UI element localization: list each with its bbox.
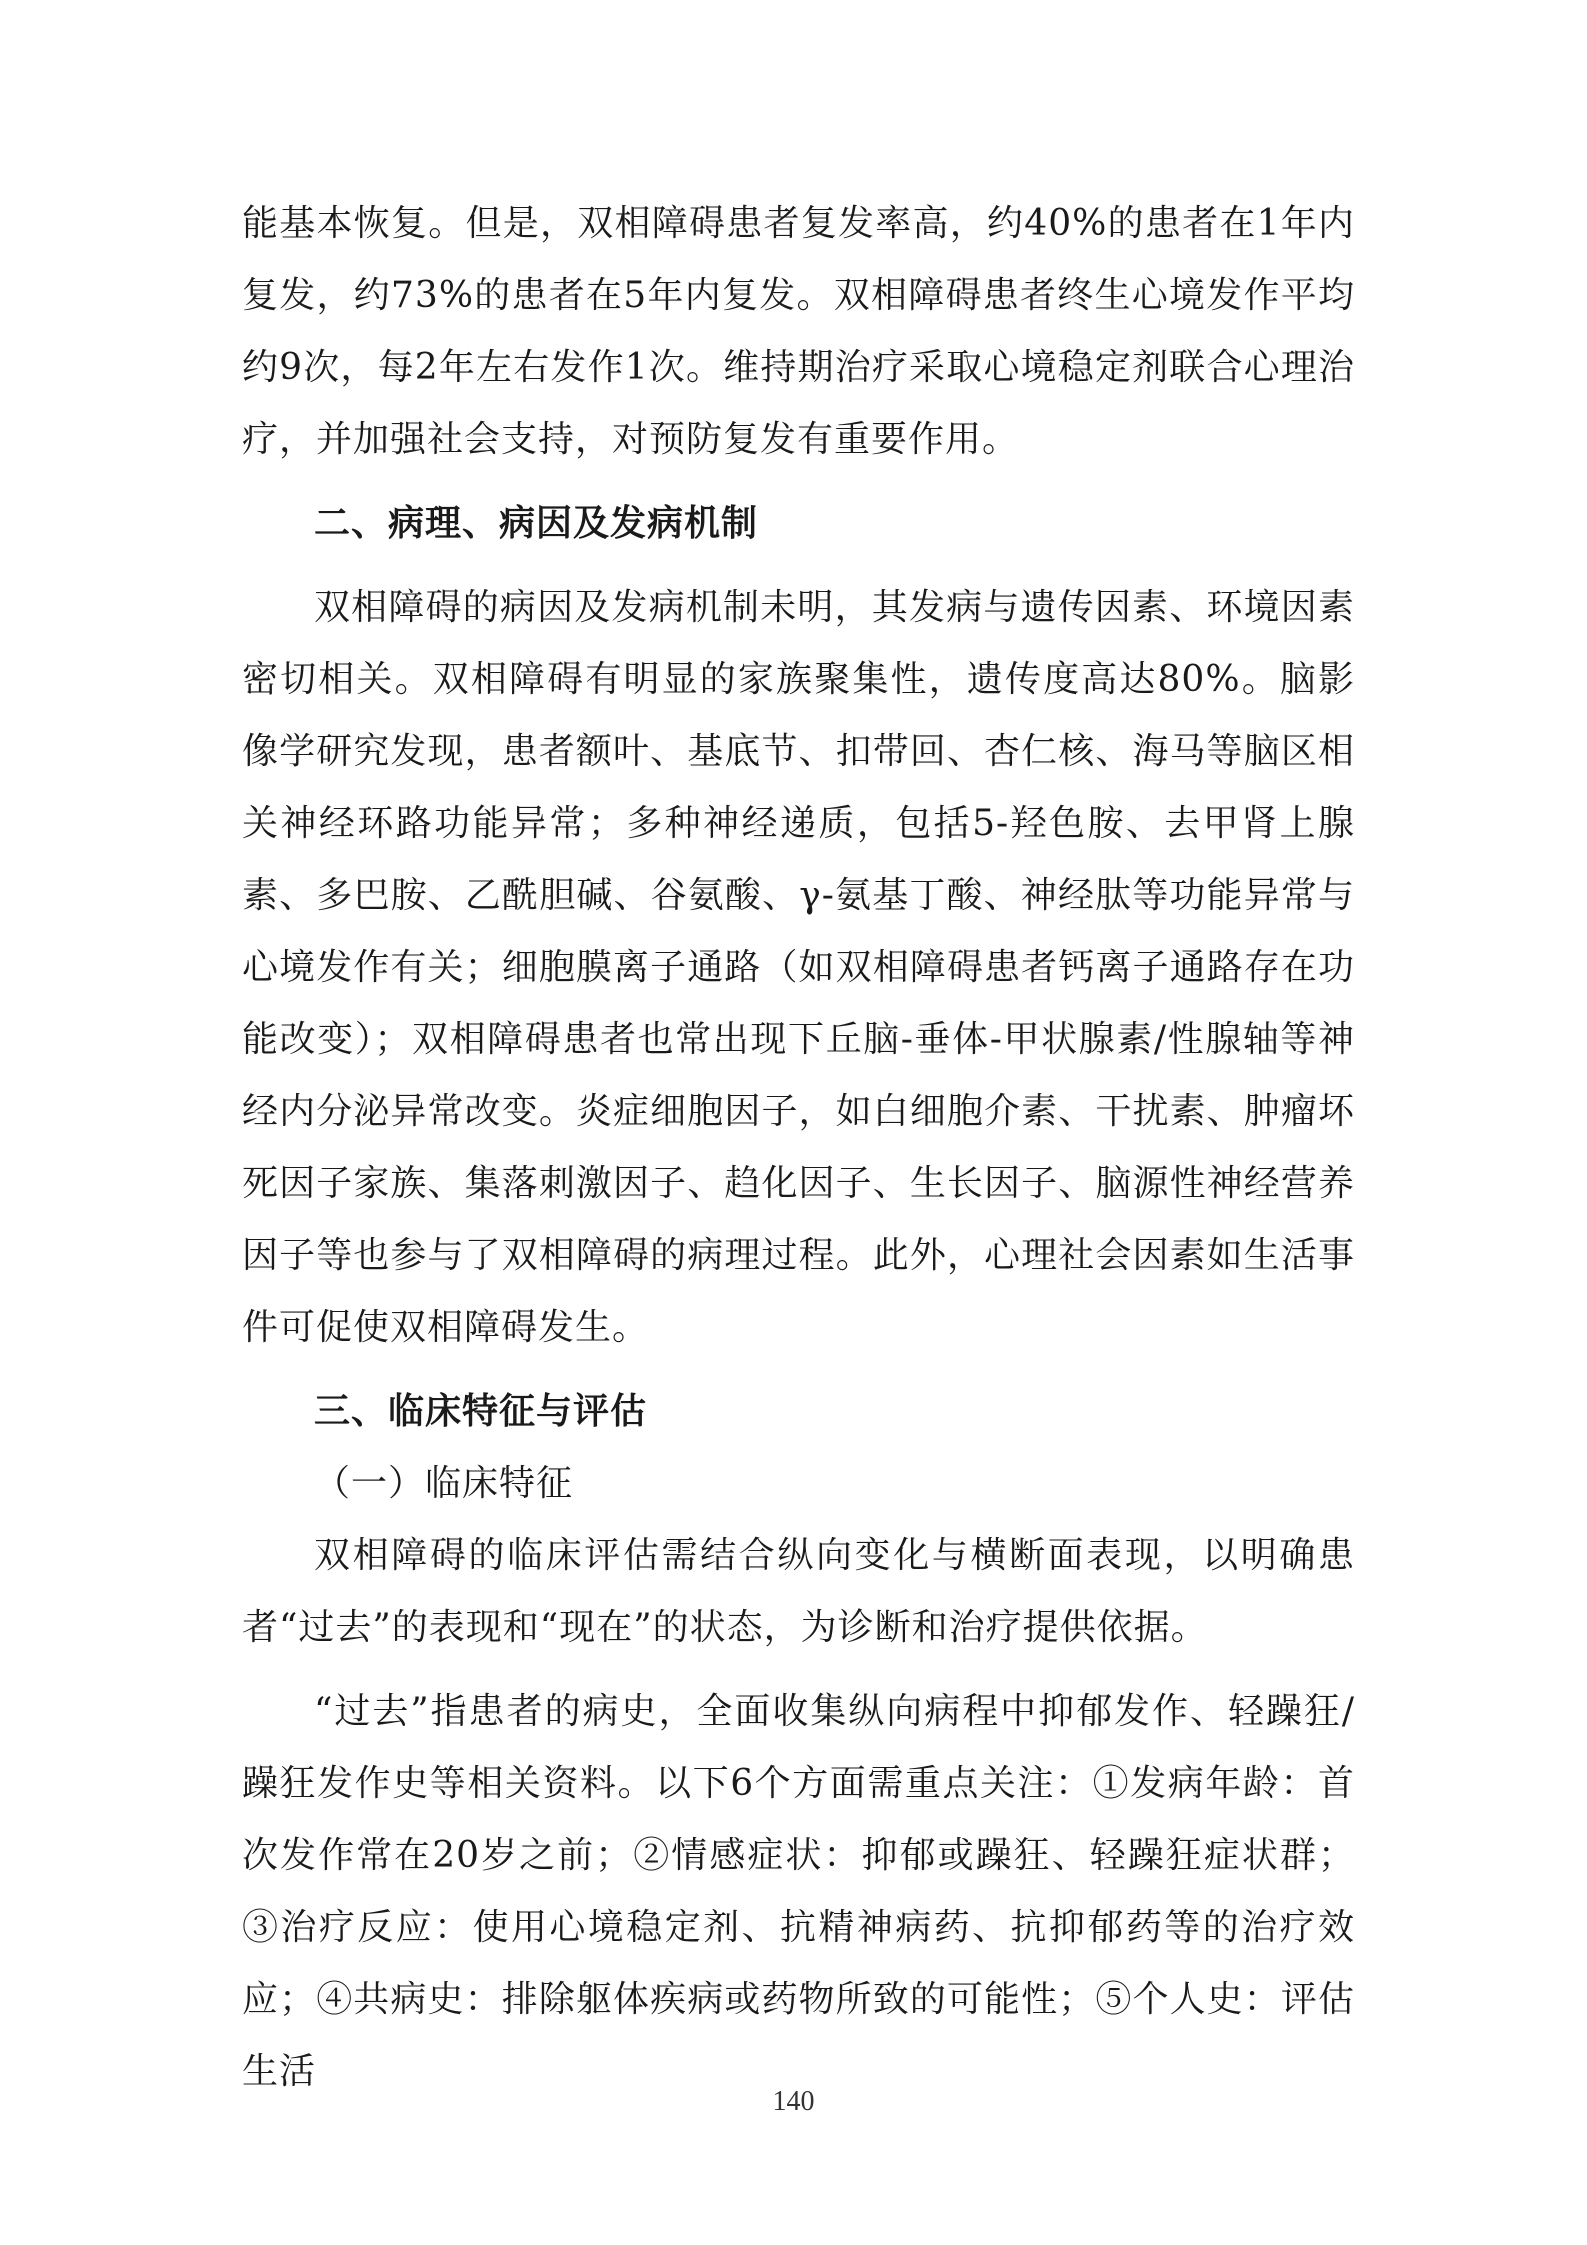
section-heading-3: 三、临床特征与评估 bbox=[314, 1391, 648, 1432]
page-body bbox=[242, 188, 1355, 2108]
spacer bbox=[242, 476, 1355, 488]
paragraph-etiology: 双相障碍的病因及发病机制未明，其发病与遗传因素、环境因素密切相关。双相障碍有明显的家族聚集性，遗传度高达80%。脑影像学研究发现，患者额叶、基底节、扣带回、杏仁核、海马等脑区相关神经环路功能异常；多种神经递质，包括5-羟色胺、去甲肾上腺素、多巴胺、乙酰胆碱、谷氨酸、γ-氨基丁酸、神经肽等功能异常与心境发作有关；细胞膜离子通路（如双相障碍患者钙离子通路存在功能改变）；双相障碍患者也常出现下丘脑-垂体-甲状腺素/性腺轴等神经内分泌异常改变。炎症细胞因子，如白细胞介素、干扰素、肿瘤坏死因子家族、集落刺激因子、趋化因子、生长因子、脑源性神经营养因子等也参与了双相障碍的病理过程。此外，心理社会因素如生活事件可促使双相障碍发生。 bbox=[242, 587, 1355, 1348]
spacer bbox=[242, 560, 1355, 572]
subsection-heading-clinical-features: （一）临床特征 bbox=[314, 1463, 574, 1504]
paragraph-history: “过去”指患者的病史，全面收集纵向病程中抑郁发作、轻躁狂/躁狂发作史等相关资料。以下6个方面需重点关注：①发病年龄：首次发作常在20岁之前；②情感症状：抑郁或躁狂、轻躁狂症状群；③治疗反应：使用心境稳定剂、抗精神病药、抗抑郁药等的治疗效应；④共病史：排除躯体疾病或药物所致的可能性；⑤个人史：评估生活 bbox=[242, 1691, 1355, 2092]
paragraph-assessment: 双相障碍的临床评估需结合纵向变化与横断面表现，以明确患者“过去”的表现和“现在”的状态，为诊断和治疗提供依据。 bbox=[242, 1535, 1355, 1648]
section-heading-2: 二、病理、病因及发病机制 bbox=[314, 503, 759, 544]
spacer bbox=[242, 1664, 1355, 1676]
page-number: 140 bbox=[772, 2086, 815, 2117]
spacer bbox=[242, 1364, 1355, 1376]
paragraph-continuation: 能基本恢复。但是，双相障碍患者复发率高，约40%的患者在1年内复发，约73%的患者在5年内复发。双相障碍患者终生心境发作平均约9次，每2年左右发作1次。维持期治疗采取心境稳定剂联合心理治疗，并加强社会支持，对预防复发有重要作用。 bbox=[242, 203, 1355, 460]
